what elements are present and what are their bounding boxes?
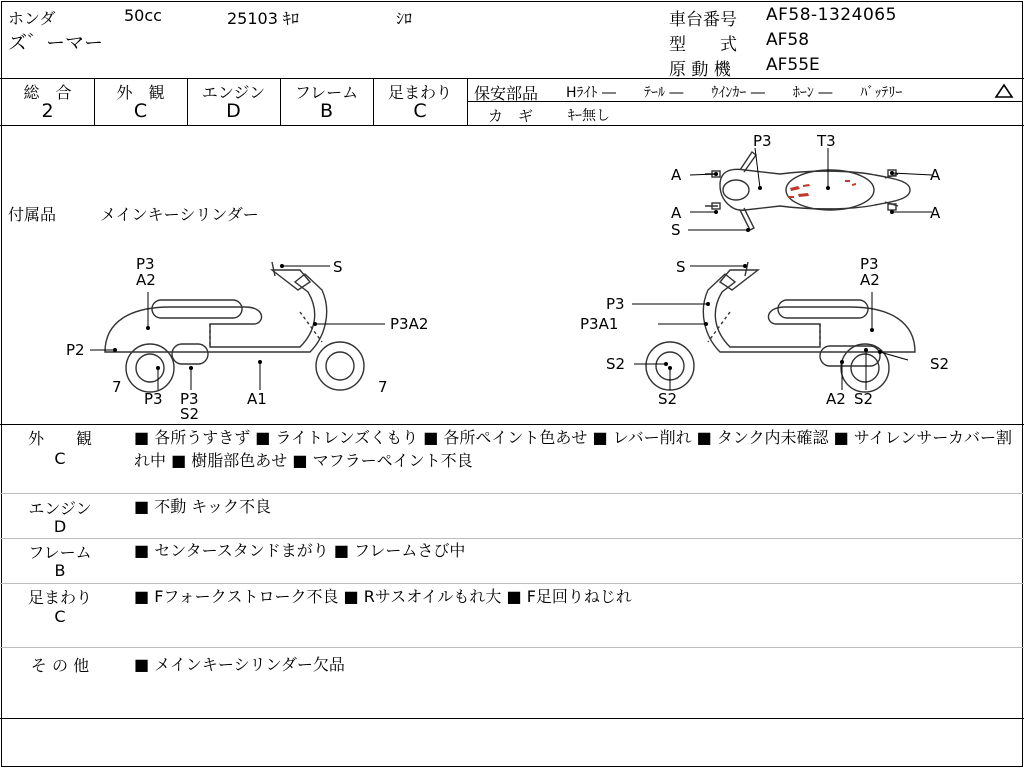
section-engine-label: エンジン <box>28 499 92 518</box>
safety-parts-label: 保安部品 <box>474 84 539 103</box>
top-label-a2: A <box>930 166 941 184</box>
right-label-p3: P3 <box>860 255 879 273</box>
mileage: 25103 ｷﾛ <box>227 9 299 28</box>
grade-overall-label: 総 合 <box>23 83 72 102</box>
right-label-a2-b: A2 <box>826 390 846 408</box>
section-suspension-label: 足まわり <box>27 588 92 607</box>
section-suspension-text: ■ Fフォークストローク不良 ■ Rサスオイルもれ大 ■ F足回りねじれ <box>134 587 632 606</box>
key-value: ｷｰ無し <box>568 108 610 124</box>
frame-number-label: 車台番号 <box>669 10 737 30</box>
scooter-right-side-view <box>570 252 970 422</box>
left-label-p3-b: P3 <box>144 390 163 408</box>
right-label-p3-b: P3 <box>606 295 625 313</box>
top-label-a4: A <box>930 204 941 222</box>
left-label-s2: S2 <box>180 405 200 422</box>
left-label-a1: A1 <box>247 390 267 408</box>
warning-triangle-icon <box>994 83 1014 99</box>
safety-parts-items: Hﾗｲﾄ ― ﾃｰﾙ ― ｳｲﾝｶｰ ― ﾎｰﾝ ― ﾊﾞｯﾃﾘｰ <box>566 85 903 101</box>
left-label-a2: A2 <box>136 271 156 289</box>
left-label-7b: 7 <box>378 378 388 396</box>
section-other-label: そ の 他 <box>30 656 90 675</box>
section-engine-text: ■ 不動 キック不良 <box>134 497 271 516</box>
accessories-label: 付属品 <box>8 205 57 224</box>
left-label-p2: P2 <box>66 341 85 359</box>
grade-frame-label: フレーム <box>294 83 359 102</box>
top-label-p3: P3 <box>753 132 772 150</box>
engine-model-value: AF55E <box>766 55 820 75</box>
key-label: カ ギ <box>488 107 534 125</box>
top-label-a3: A <box>671 204 682 222</box>
top-label-a1: A <box>671 166 682 184</box>
displacement: 50cc <box>124 6 162 25</box>
body-color: ｼﾛ <box>396 9 413 28</box>
right-label-s2-b: S2 <box>658 390 678 408</box>
model-name: ズ゛ーマー <box>8 32 104 54</box>
left-label-7a: 7 <box>112 378 122 396</box>
engine-model-label: 原 動 機 <box>669 60 731 80</box>
section-suspension-grade: C <box>54 607 66 626</box>
right-label-s2-a: S2 <box>606 355 626 373</box>
section-exterior-text: ■ 各所うすきず ■ ライトレンズくもり ■ 各所ペイント色あせ ■ レバー削れ ■ タンク内未確認 ■ サイレンサーカバー割れ中 ■ 樹脂部色あせ ■ マフラーペイント不良 <box>134 428 1013 470</box>
section-frame-grade: B <box>54 561 66 580</box>
section-other-text: ■ メインキーシリンダー欠品 <box>134 655 345 674</box>
right-label-s: S <box>676 258 686 276</box>
right-label-a2: A2 <box>860 271 880 289</box>
left-label-p3: P3 <box>136 255 155 273</box>
scooter-left-side-view <box>60 252 450 422</box>
section-engine-grade: D <box>53 517 67 536</box>
top-label-s: S <box>671 221 681 239</box>
grade-exterior-label: 外 観 <box>116 83 165 102</box>
section-frame-label: フレーム <box>28 543 92 562</box>
left-label-s: S <box>333 258 343 276</box>
grade-frame-value: B <box>319 100 334 122</box>
scooter-top-view <box>660 130 960 240</box>
frame-number-value: AF58-1324065 <box>766 5 897 25</box>
accessories-value: メインキーシリンダー <box>100 205 259 224</box>
grade-overall-value: 2 <box>41 100 54 122</box>
model-type-label: 型 式 <box>669 35 737 55</box>
grade-suspension-value: C <box>413 100 427 122</box>
grade-suspension-label: 足まわり <box>387 83 452 102</box>
left-label-p3-c: P3 <box>180 390 199 408</box>
right-label-s2-d: S2 <box>854 390 874 408</box>
model-type-value: AF58 <box>766 30 810 50</box>
grade-engine-label: エンジン <box>201 83 266 102</box>
section-frame-text: ■ センタースタンドまがり ■ フレームさび中 <box>134 541 466 560</box>
top-label-t3: T3 <box>817 132 836 150</box>
right-label-s2-c: S2 <box>930 355 950 373</box>
section-exterior-grade: C <box>54 449 66 468</box>
section-exterior-label: 外 観 <box>27 429 92 448</box>
grade-exterior-value: C <box>133 100 148 122</box>
right-label-p3a1: P3A1 <box>580 315 619 333</box>
grade-engine-value: D <box>226 100 241 122</box>
maker: ホンダ <box>8 9 56 28</box>
left-label-p3a2: P3A2 <box>390 315 429 333</box>
